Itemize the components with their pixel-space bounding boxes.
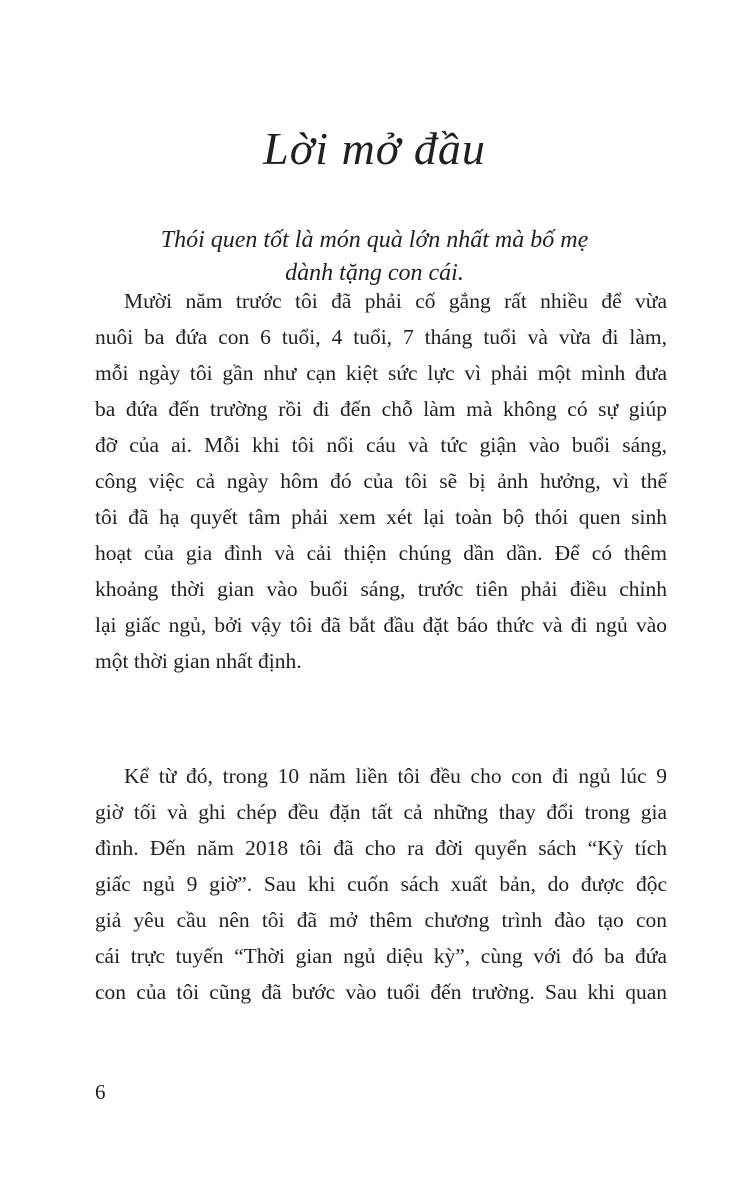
epigraph — [0, 224, 749, 290]
text-line: giả yêu cầu nên tôi đã mở thêm chương trình đào tạo con — [95, 908, 667, 932]
text-line: cái trực tuyến “Thời gian ngủ diệu kỳ”, cùng với đó ba đứa — [95, 944, 667, 968]
text-line: Kể từ đó, trong 10 năm liền tôi đều cho con đi ngủ lúc 9 — [124, 764, 667, 788]
text-line: một thời gian nhất định. — [95, 649, 302, 673]
body-paragraph — [95, 758, 667, 1010]
page-number: 6 — [95, 1080, 106, 1104]
epigraph-line: Thói quen tốt là món quà lớn nhất mà bố mẹ — [160, 227, 589, 253]
text-line: khoảng thời gian vào buổi sáng, trước tiên phải điều chỉnh — [95, 577, 667, 601]
text-line: lại giấc ngủ, bởi vậy tôi đã bắt đầu đặt báo thức và đi ngủ vào — [95, 613, 667, 637]
text-line: tôi đã hạ quyết tâm phải xem xét lại toàn bộ thói quen sinh — [95, 505, 667, 529]
text-line: nuôi ba đứa con 6 tuổi, 4 tuổi, 7 tháng tuổi và vừa đi làm, — [95, 325, 667, 349]
text-line: công việc cả ngày hôm đó của tôi sẽ bị ảnh hưởng, vì thế — [95, 469, 667, 493]
text-line: đình. Đến năm 2018 tôi đã cho ra đời quyển sách “Kỳ tích — [95, 836, 667, 860]
text-line: đỡ của ai. Mỗi khi tôi nổi cáu và tức giận vào buổi sáng, — [95, 433, 667, 457]
text-line: ba đứa đến trường rồi đi đến chỗ làm mà không có sự giúp — [95, 397, 667, 421]
text-line: giờ tối và ghi chép đều đặn tất cả những thay đổi trong gia — [95, 800, 667, 824]
body-paragraph — [95, 283, 667, 679]
text-line: giấc ngủ 9 giờ”. Sau khi cuốn sách xuất bản, do được độc — [95, 872, 667, 896]
epigraph-line: dành tặng con cái. — [285, 260, 464, 286]
chapter-title: Lời mở đầu — [263, 123, 486, 174]
text-line: con của tôi cũng đã bước vào tuổi đến trường. Sau khi quan — [95, 980, 667, 1004]
text-line: Mười năm trước tôi đã phải cố gắng rất nhiều để vừa — [124, 289, 667, 313]
text-line: hoạt của gia đình và cải thiện chúng dần dần. Để có thêm — [95, 541, 667, 565]
text-line: mỗi ngày tôi gần như cạn kiệt sức lực vì phải một mình đưa — [95, 361, 667, 385]
